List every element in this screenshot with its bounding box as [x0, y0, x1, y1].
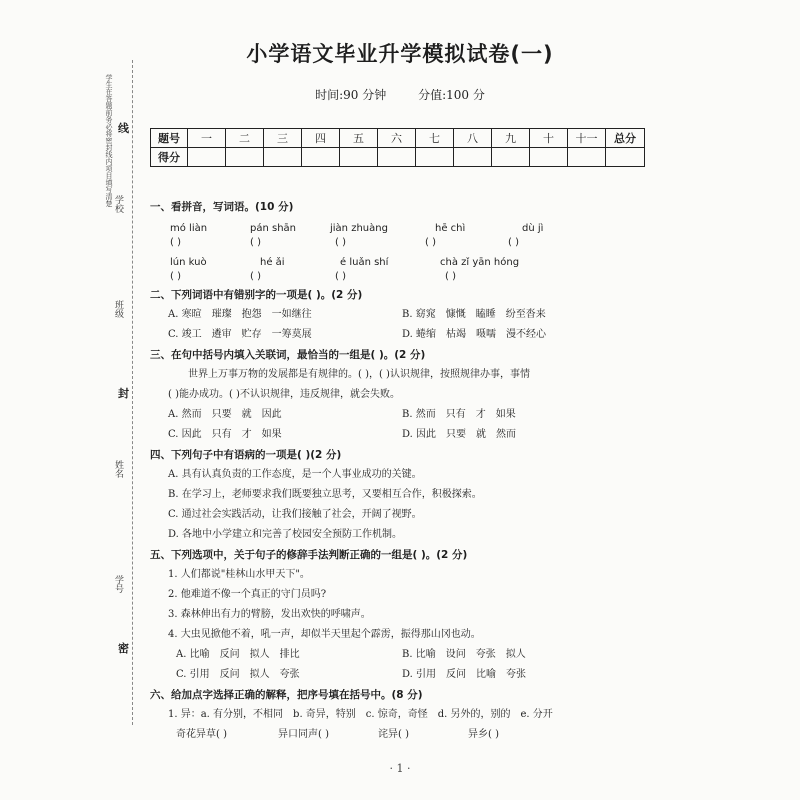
q6-line-1: 1. 异：a. 有分别，不相同 b. 奇异，特别 c. 惊奇，奇怪 d. 另外的，别的 e. 分开	[168, 709, 553, 720]
q1-pinyin-row-2	[150, 251, 650, 285]
page-number: · 1 ·	[389, 762, 411, 775]
answer-blank[interactable]: ( )	[508, 237, 519, 248]
score-cell[interactable]	[568, 148, 606, 167]
score-col: 七	[416, 129, 454, 148]
score-cell[interactable]	[226, 148, 264, 167]
exam-score: 分值:100 分	[418, 88, 485, 102]
score-col: 三	[264, 129, 302, 148]
option-b[interactable]: B. 比喻 设问 夸张 拟人	[402, 649, 526, 660]
score-cell[interactable]	[188, 148, 226, 167]
answer-blank[interactable]: ( )	[170, 271, 181, 282]
q4-heading: 四、下列句子中有语病的一项是( )(2 分)	[150, 449, 342, 461]
option-a[interactable]: A. 寒暄 璀璨 抱怨 一如继往	[168, 309, 312, 320]
pinyin-item: jiàn zhuàng	[330, 223, 388, 234]
score-table	[150, 128, 645, 167]
score-cell-total[interactable]	[606, 148, 645, 167]
pinyin-item: hé ǎi	[260, 257, 285, 268]
q2-options-row-2	[150, 325, 650, 345]
q3-heading: 三、在句中括号内填入关联词，最恰当的一组是( )。(2 分)	[150, 349, 426, 361]
score-col: 九	[492, 129, 530, 148]
q3-options-row-1	[150, 405, 650, 425]
q5-sentence-3: 3. 森林伸出有力的臂膀，发出欢快的呼啸声。	[168, 609, 371, 620]
pinyin-item: é luǎn shí	[340, 257, 389, 268]
option-c[interactable]: C. 因此 只有 才 如果	[168, 429, 282, 440]
q1-pinyin-row-1	[150, 217, 650, 251]
score-table-row-number	[151, 129, 645, 148]
q3-line-1: 世界上万事万物的发展都是有规律的。( )，( )认识规律，按照规律办事，事情	[188, 369, 530, 380]
score-col: 十	[530, 129, 568, 148]
q3-options-row-2	[150, 425, 650, 445]
q2-heading: 二、下列词语中有错别字的一项是( )。(2 分)	[150, 289, 363, 301]
score-cell[interactable]	[378, 148, 416, 167]
q2-options-row-1	[150, 305, 650, 325]
binding-field-name: 姓名	[113, 460, 123, 478]
score-col: 四	[302, 129, 340, 148]
q5-sentence-1: 1. 人们都说"桂林山水甲天下"。	[168, 569, 310, 580]
score-cell[interactable]	[264, 148, 302, 167]
binding-field-id: 学号	[113, 575, 123, 593]
q6-word[interactable]: 异口同声( )	[278, 729, 329, 740]
q5-heading: 五、下列选项中，关于句子的修辞手法判断正确的一组是( )。(2 分)	[150, 549, 468, 561]
option-a[interactable]: A. 然而 只要 就 因此	[168, 409, 282, 420]
questions	[150, 197, 650, 745]
score-col: 五	[340, 129, 378, 148]
option-d[interactable]: D. 因此 只要 就 然而	[402, 429, 517, 440]
option-a[interactable]: A. 具有认真负责的工作态度，是一个人事业成功的关键。	[168, 469, 422, 480]
score-col: 十一	[568, 129, 606, 148]
exam-subtitle	[0, 86, 800, 103]
score-table-number-head: 题号	[151, 129, 188, 148]
answer-blank[interactable]: ( )	[170, 237, 181, 248]
option-a[interactable]: A. 比喻 反问 拟人 排比	[176, 649, 300, 660]
answer-blank[interactable]: ( )	[250, 271, 261, 282]
q5-options-row-2	[150, 665, 650, 685]
exam-title: 小学语文毕业升学模拟试卷(一)	[246, 42, 554, 66]
pinyin-item: mó liàn	[170, 223, 208, 234]
score-table-row-score	[151, 148, 645, 167]
score-cell[interactable]	[454, 148, 492, 167]
option-b[interactable]: B. 然而 只有 才 如果	[402, 409, 516, 420]
score-cell[interactable]	[492, 148, 530, 167]
option-c[interactable]: C. 竣工 遴审 贮存 一筹莫展	[168, 329, 312, 340]
answer-blank[interactable]: ( )	[425, 237, 436, 248]
score-cell[interactable]	[530, 148, 568, 167]
score-cell[interactable]	[416, 148, 454, 167]
option-b[interactable]: B. 窈窕 慷慨 瞌睡 纷至沓来	[402, 309, 546, 320]
option-c[interactable]: C. 通过社会实践活动，让我们接触了社会，开阔了视野。	[168, 509, 422, 520]
binding-field-class: 班级	[113, 300, 123, 318]
answer-blank[interactable]: ( )	[335, 271, 346, 282]
score-table-score-head: 得分	[151, 148, 188, 167]
option-d[interactable]: D. 各地中小学建立和完善了校园安全预防工作机制。	[168, 529, 403, 540]
q6-heading: 六、给加点字选择正确的解释，把序号填在括号中。(8 分)	[150, 689, 423, 701]
q1-heading: 一、看拼音，写词语。(10 分)	[150, 201, 294, 213]
q6-word[interactable]: 奇花异草( )	[176, 729, 227, 740]
pinyin-item: chà zǐ yān hóng	[440, 257, 520, 268]
q3-line-2: ( )能办成功。( )不认识规律，违反规律，就会失败。	[168, 389, 400, 400]
score-table-total-head: 总分	[606, 129, 645, 148]
q6-words-row	[150, 725, 650, 745]
score-cell[interactable]	[302, 148, 340, 167]
score-col: 二	[226, 129, 264, 148]
pinyin-item: lún kuò	[170, 257, 207, 268]
q6-word[interactable]: 诧异( )	[378, 729, 409, 740]
q5-sentence-4: 4. 大虫见掀他不着，吼一声，却似半天里起个霹雳，振得那山冈也动。	[168, 629, 481, 640]
exam-time: 时间:90 分钟	[315, 88, 387, 102]
score-col: 一	[188, 129, 226, 148]
pinyin-item: dù jì	[522, 223, 544, 234]
binding-seal-char: 封	[118, 387, 129, 400]
q6-word[interactable]: 异乡( )	[468, 729, 499, 740]
option-d[interactable]: D. 引用 反问 比喻 夸张	[402, 669, 527, 680]
pinyin-item: pán shān	[250, 223, 297, 234]
score-col: 八	[454, 129, 492, 148]
answer-blank[interactable]: ( )	[335, 237, 346, 248]
q5-options-row-1	[150, 645, 650, 665]
q5-sentence-2: 2. 他难道不像一个真正的守门员吗?	[168, 589, 327, 600]
answer-blank[interactable]: ( )	[250, 237, 261, 248]
score-col: 六	[378, 129, 416, 148]
answer-blank[interactable]: ( )	[445, 271, 456, 282]
option-c[interactable]: C. 引用 反问 拟人 夸张	[176, 669, 300, 680]
binding-field-school: 学校	[113, 195, 123, 213]
option-b[interactable]: B. 在学习上，老师要求我们既要独立思考，又要相互合作，积极探索。	[168, 489, 482, 500]
score-cell[interactable]	[340, 148, 378, 167]
pinyin-item: hē chì	[435, 223, 466, 234]
binding-dense-char: 密	[118, 642, 129, 655]
option-d[interactable]: D. 蜷缩 枯竭 嗫嚅 漫不经心	[402, 329, 547, 340]
seal-line	[132, 60, 133, 725]
binding-note: 学生在答题前务必将密封线内项目填写清楚	[105, 74, 113, 207]
binding-line-char: 线	[118, 122, 129, 135]
